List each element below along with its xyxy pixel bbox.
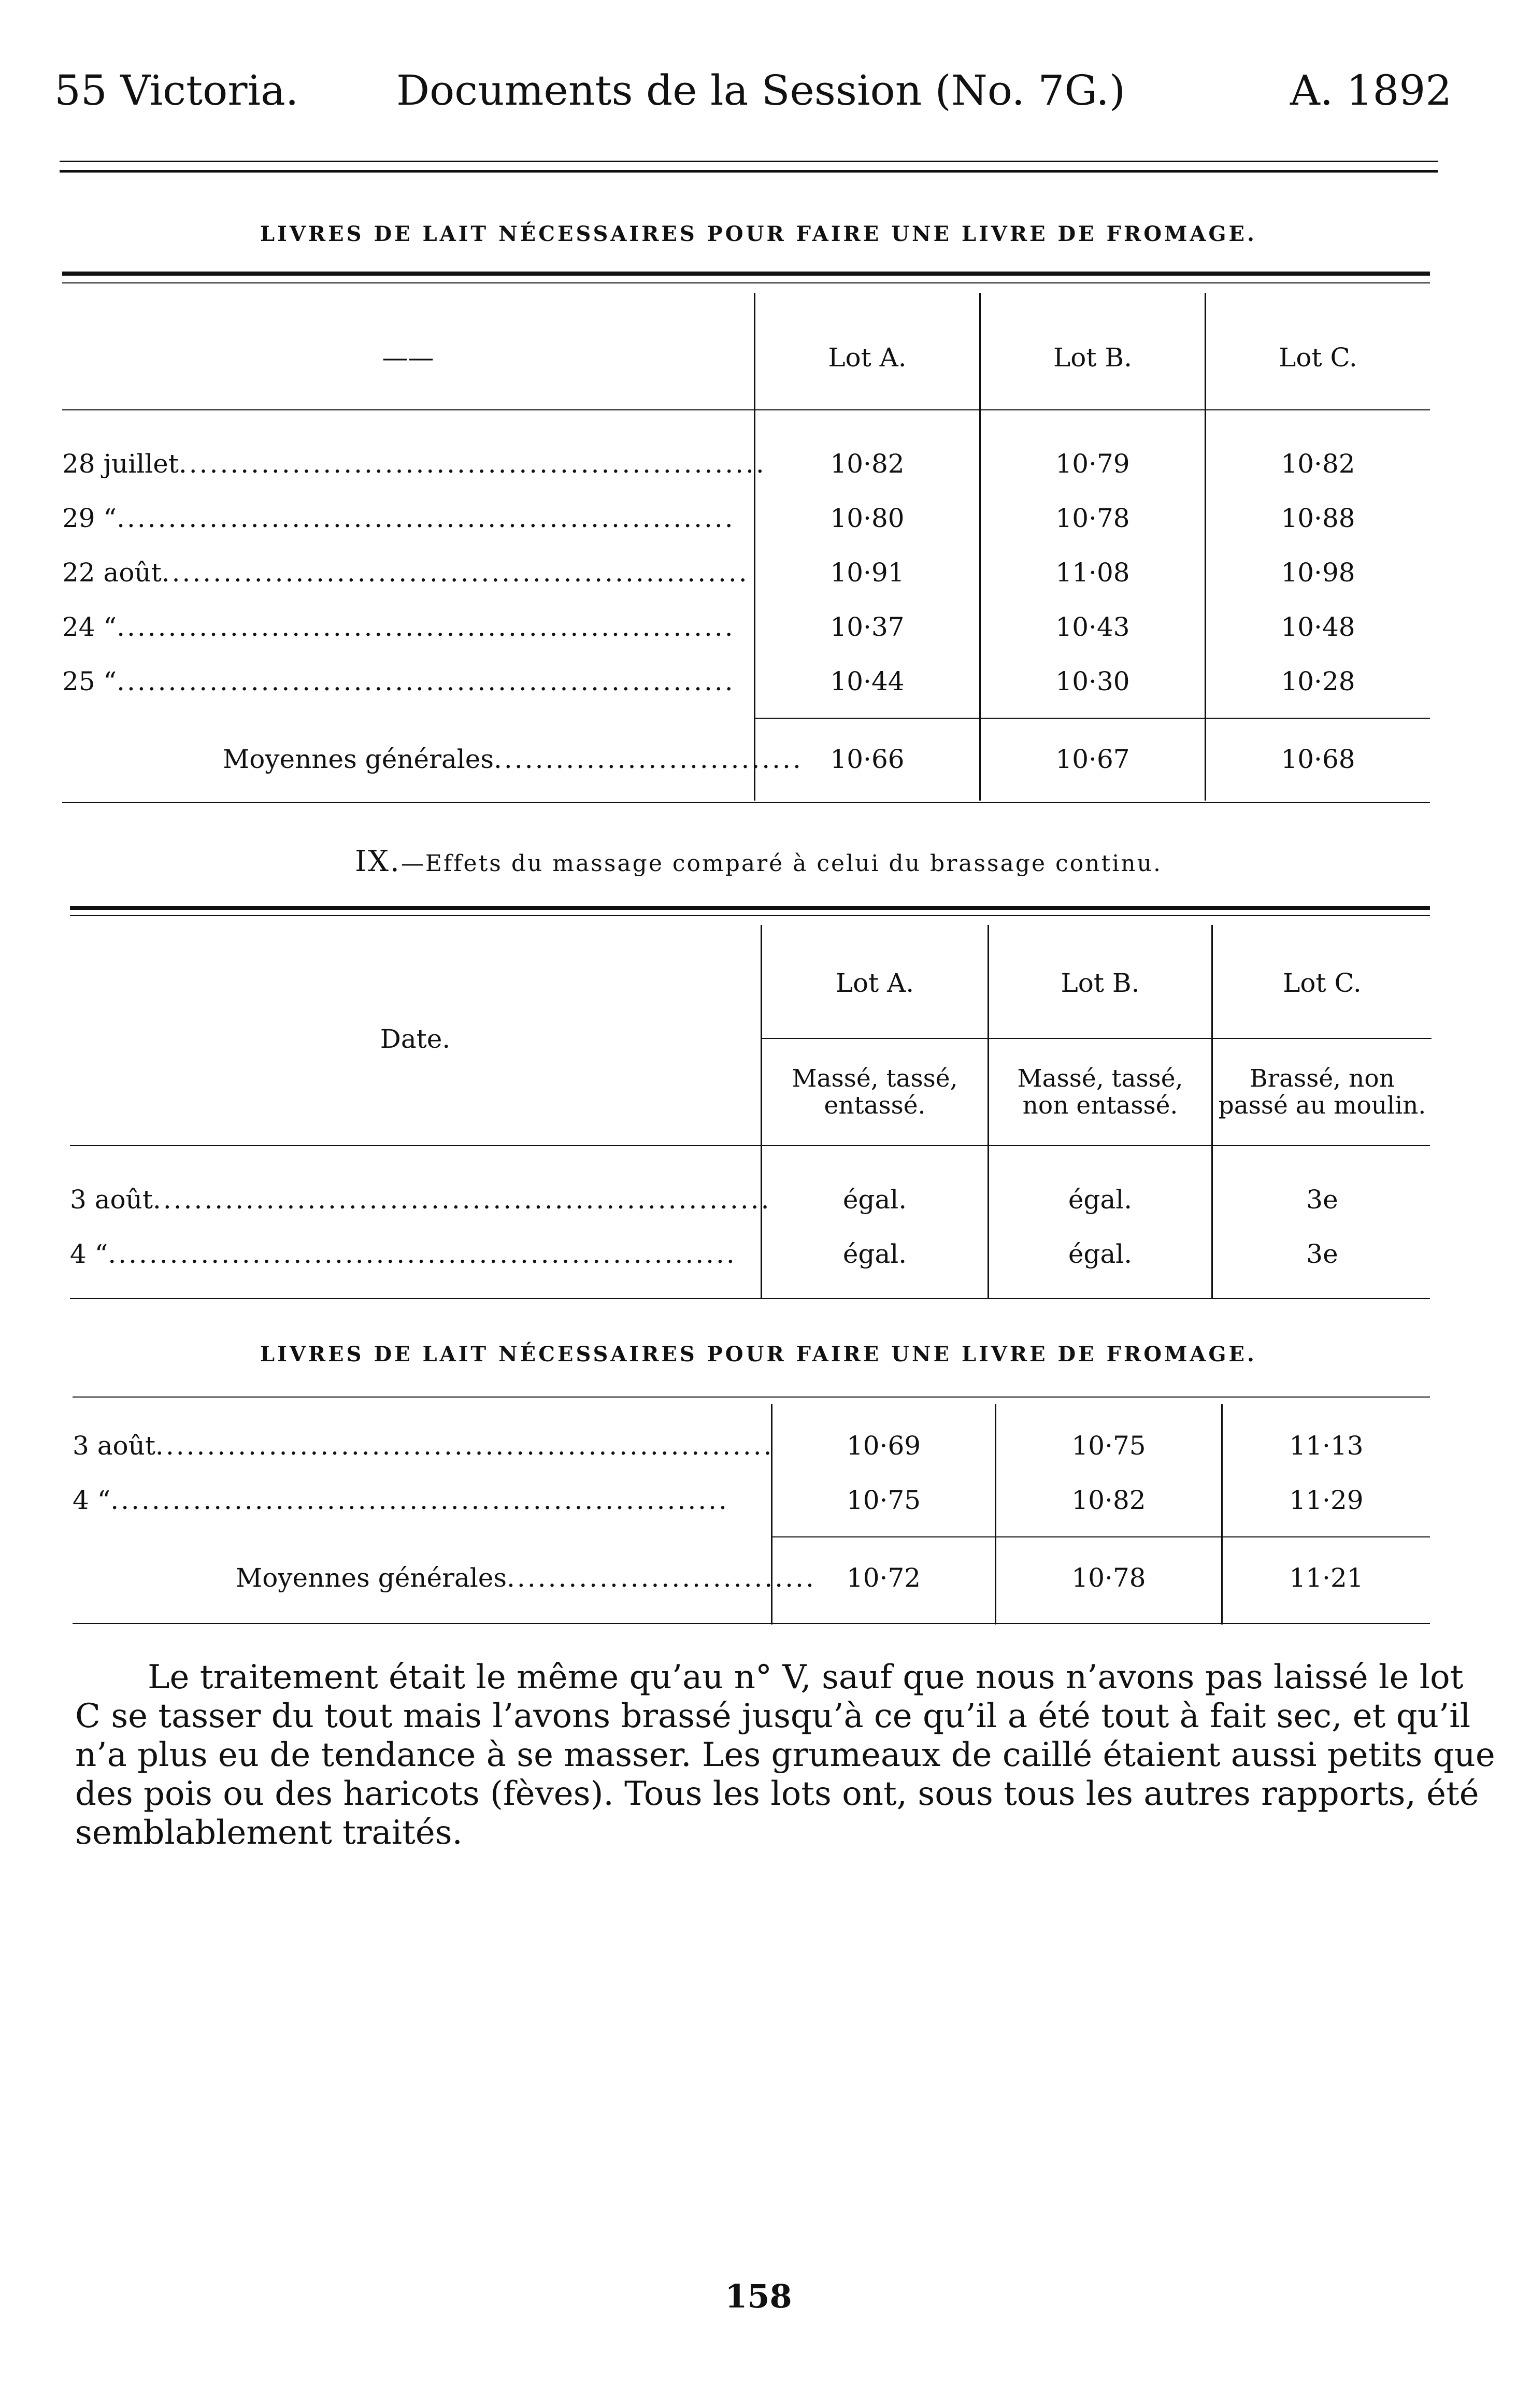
row-label: 3 août: [73, 1431, 155, 1461]
table1-top-thick-rule: [62, 272, 1430, 276]
table-row: 25 “............................................................: [62, 666, 735, 696]
header-center: Documents de la Session (No. 7G.): [396, 66, 1126, 115]
table2-desc-a2: entassé.: [824, 1091, 926, 1120]
table-cell: 10·82: [1281, 449, 1355, 479]
table-cell: 10·82: [1071, 1485, 1146, 1515]
table-row-average: Moyennes générales..............................: [236, 1563, 816, 1593]
header-rule-top: [60, 161, 1438, 162]
row-label: 22 août: [62, 558, 162, 588]
table-cell: 10·44: [830, 666, 905, 696]
header-rule-bottom: [60, 170, 1438, 173]
table-cell: 10·67: [1055, 744, 1130, 774]
paragraph-line: n’a plus eu de tendance à se masser. Les grumeaux de caillé étaient aussi petits que: [75, 1736, 1495, 1774]
section9-heading: —Effets du massage comparé à celui du brassage continu.: [400, 850, 1162, 877]
table-row: 24 “............................................................: [62, 612, 735, 642]
table-cell: 10·43: [1055, 612, 1130, 642]
table3-title: LIVRES DE LAIT NÉCESSAIRES POUR FAIRE UNE LIVRE DE FROMAGE.: [260, 1342, 1257, 1366]
row-label: 24 “: [62, 612, 117, 642]
table2-desc-c1: Brassé, non: [1250, 1064, 1395, 1093]
table-row: 4 “............................................................: [73, 1485, 729, 1515]
table1-title: LIVRES DE LAIT NÉCESSAIRES POUR FAIRE UNE LIVRE DE FROMAGE.: [260, 222, 1257, 246]
table-cell: 3e: [1306, 1185, 1338, 1215]
row-label: 25 “: [62, 666, 117, 696]
table2-desc-b2: non entassé.: [1022, 1091, 1178, 1120]
table-row: 29 “............................................................: [62, 503, 735, 533]
table2-desc-b1: Massé, tassé,: [1017, 1064, 1183, 1093]
body-paragraph: [75, 1658, 1495, 1853]
table2-header-rule: [70, 1145, 1430, 1146]
table2-subheader-rule: [762, 1038, 1432, 1039]
table-cell: 3e: [1306, 1239, 1338, 1269]
table2-col-header-c: Lot C.: [1283, 968, 1362, 998]
row-label: 28 juillet: [62, 449, 179, 479]
page-number: 158: [725, 2277, 792, 2315]
section9-number: IX.: [355, 845, 401, 878]
paragraph-line: des pois ou des haricots (fèves). Tous les lots ont, sous tous les autres rapports, été: [75, 1775, 1479, 1813]
table-cell: 10·75: [846, 1485, 921, 1515]
table-cell: 11·13: [1289, 1431, 1364, 1461]
table3-top-rule: [73, 1397, 1430, 1398]
table-cell: égal.: [1068, 1185, 1133, 1215]
table2-col-header-b: Lot B.: [1061, 968, 1140, 998]
paragraph-line: C se tasser du tout mais l’avons brassé jusqu’à ce qu’il a été tout à fait sec, et qu’il: [75, 1697, 1471, 1735]
table-cell: 11·08: [1055, 558, 1130, 588]
row-label: Moyennes générales: [236, 1563, 507, 1593]
table-cell: égal.: [842, 1239, 907, 1269]
paragraph-line: semblablement traités.: [75, 1814, 463, 1852]
table-cell: 10·48: [1281, 612, 1355, 642]
table1-col-header-a: Lot A.: [828, 343, 907, 373]
table-cell: 10·78: [1055, 503, 1130, 533]
table2-desc-a1: Massé, tassé,: [792, 1064, 958, 1093]
table-row-average: Moyennes générales..............................: [223, 744, 803, 774]
table-cell: 10·88: [1281, 503, 1355, 533]
table-cell: 10·68: [1281, 744, 1355, 774]
header-right: A. 1892: [1290, 66, 1452, 115]
table-cell: 10·98: [1281, 558, 1355, 588]
row-label: 4 “: [73, 1485, 111, 1515]
row-label: 29 “: [62, 503, 117, 533]
table-cell: 10·75: [1071, 1431, 1146, 1461]
row-label: 3 août: [70, 1185, 153, 1215]
table-cell: égal.: [842, 1185, 907, 1215]
table2-top-thin-rule: [70, 915, 1430, 916]
table-cell: 10·82: [830, 449, 905, 479]
table-cell: 10·72: [846, 1563, 921, 1593]
table1-subtotal-rule: [755, 718, 1430, 719]
table-cell: égal.: [1068, 1239, 1133, 1269]
paragraph-line: Le traitement était le même qu’au n° V, sauf que nous n’avons pas laissé le lot: [148, 1658, 1464, 1697]
table-row: 4 “.............................................................: [70, 1239, 737, 1269]
row-label: Moyennes générales: [223, 744, 494, 774]
table-cell: 11·21: [1289, 1563, 1364, 1593]
table2-desc-c2: passé au moulin.: [1218, 1091, 1426, 1120]
table1-top-thin-rule: [62, 282, 1430, 283]
table-cell: 10·66: [830, 744, 905, 774]
table3-subtotal-rule: [772, 1536, 1430, 1537]
table-cell: 10·30: [1055, 666, 1130, 696]
table1-header-rule: [62, 409, 1430, 410]
table-cell: 10·78: [1071, 1563, 1146, 1593]
table-row: 28 juillet.........................................................: [62, 449, 766, 479]
table-row: 22 août.........................................................: [62, 558, 749, 588]
table1-stub-header: ——: [382, 343, 434, 373]
table2-stub-header: Date.: [380, 1024, 451, 1054]
table1-bottom-rule: [62, 802, 1430, 803]
row-label: 4 “: [70, 1239, 108, 1269]
table-row: 3 août............................................................: [70, 1185, 771, 1215]
table3-bottom-rule: [73, 1623, 1430, 1624]
table-cell: 10·69: [846, 1431, 921, 1461]
table-row: 3 août............................................................: [73, 1431, 774, 1461]
table2-col-header-a: Lot A.: [835, 968, 914, 998]
table2-bottom-rule: [70, 1298, 1430, 1299]
table-cell: 10·79: [1055, 449, 1130, 479]
section9-title: [0, 845, 1517, 878]
table1-col-header-c: Lot C.: [1279, 343, 1357, 373]
table2-top-thick-rule: [70, 906, 1430, 910]
table-cell: 10·28: [1281, 666, 1355, 696]
header-left: 55 Victoria.: [54, 66, 299, 115]
table-cell: 10·80: [830, 503, 905, 533]
table-cell: 11·29: [1289, 1485, 1364, 1515]
table-cell: 10·37: [830, 612, 905, 642]
table-cell: 10·91: [830, 558, 905, 588]
table1-col-header-b: Lot B.: [1053, 343, 1132, 373]
